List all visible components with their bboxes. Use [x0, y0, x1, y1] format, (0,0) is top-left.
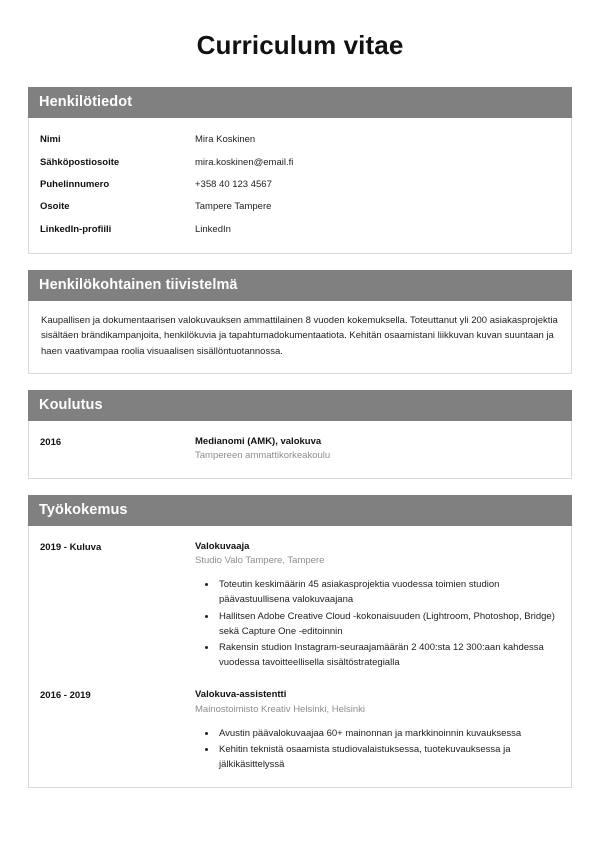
education-entry-period: 2016 — [40, 437, 62, 449]
experience-entry-main — [195, 688, 560, 773]
info-value-name: Mira Koskinen — [195, 134, 256, 146]
info-value-phone: +358 40 123 4567 — [195, 178, 272, 190]
experience-entry-employer: Studio Valo Tampere, Tampere — [195, 555, 325, 567]
section-body-personal-details — [28, 118, 572, 253]
experience-entry-period: 2019 - Kuluva — [40, 541, 102, 553]
experience-entry-employer: Mainostoimisto Kreativ Helsinki, Helsinki — [195, 703, 365, 715]
section-body-education — [28, 421, 572, 479]
section-education — [28, 390, 572, 479]
section-personal-details — [28, 87, 572, 254]
list-item: • Avustin päävalokuvaajaa 60+ mainonnan ja markkinoinnin kuvauksessa — [217, 726, 560, 741]
section-header-work-experience: Työkokemus — [28, 495, 572, 526]
education-entry-main — [195, 435, 560, 464]
education-entry-institution: Tampereen ammattikorkeakoulu — [195, 450, 331, 462]
info-label-email: Sähköpostiosoite — [40, 156, 120, 168]
info-row — [40, 219, 560, 241]
list-item: • Hallitsen Adobe Creative Cloud -kokonaisuuden (Lightroom, Photoshop, Bridge) sekä Capture One -editoinnin — [217, 609, 560, 639]
experience-entry — [40, 537, 560, 674]
section-personal-summary — [28, 270, 572, 374]
experience-entry-bullets — [195, 577, 560, 670]
info-label-linkedin: LinkedIn-profiili — [40, 223, 112, 235]
experience-entry-title: Valokuva-assistentti — [195, 689, 287, 701]
info-label-name: Nimi — [40, 134, 61, 146]
experience-entry-period: 2016 - 2019 — [40, 690, 91, 702]
info-label-phone: Puhelinnumero — [40, 178, 110, 190]
info-row — [40, 196, 560, 218]
info-row — [40, 152, 560, 174]
info-value-address: Tampere Tampere — [195, 201, 272, 213]
summary-paragraph: Kaupallisen ja dokumentaarisen valokuvauksen ammattilainen 8 vuoden kokemuksella. Toteuttanut yli 200 asiakasprojektia sisältäen brändikampanjoita, henkilökuvia ja tapahtumadokumentaatiota. Kehitän osaamistani liikkuvan kuvan suuntaan ja haen vaativampaa roolia visuaalisen sisällöntuotannossa. — [41, 314, 558, 357]
section-header-education: Koulutus — [28, 390, 572, 421]
experience-entry — [40, 685, 560, 775]
list-item: • Rakensin studion Instagram-seuraajamäärän 2 400:sta 12 300:aan kahdessa vuodessa tavoitteellisella sisältöstrategialla — [217, 640, 560, 670]
section-body-personal-summary — [28, 301, 572, 374]
info-value-linkedin: LinkedIn — [195, 223, 231, 235]
info-label-address: Osoite — [40, 201, 70, 213]
list-item: • Kehitin teknistä osaamista studiovalaistuksessa, tuotekuvauksessa ja jälkikäsittelyssä — [217, 742, 560, 772]
experience-entry-bullets — [195, 726, 560, 773]
education-entry — [40, 432, 560, 466]
info-value-email: mira.koskinen@email.fi — [195, 156, 294, 168]
info-row — [40, 129, 560, 151]
education-entry-title: Medianomi (AMK), valokuva — [195, 436, 322, 448]
list-item: • Toteutin keskimäärin 45 asiakasprojektia vuodessa toimien studion päävastuullisena valokuvaajana — [217, 577, 560, 607]
section-body-work-experience — [28, 526, 572, 789]
section-header-personal-summary: Henkilökohtainen tiivistelmä — [28, 270, 572, 301]
experience-entry-title: Valokuvaaja — [195, 540, 250, 552]
section-header-personal-details: Henkilötiedot — [28, 87, 572, 118]
info-row — [40, 174, 560, 196]
experience-entry-main — [195, 540, 560, 672]
section-work-experience — [28, 495, 572, 789]
page-title: Curriculum vitae — [196, 30, 404, 60]
